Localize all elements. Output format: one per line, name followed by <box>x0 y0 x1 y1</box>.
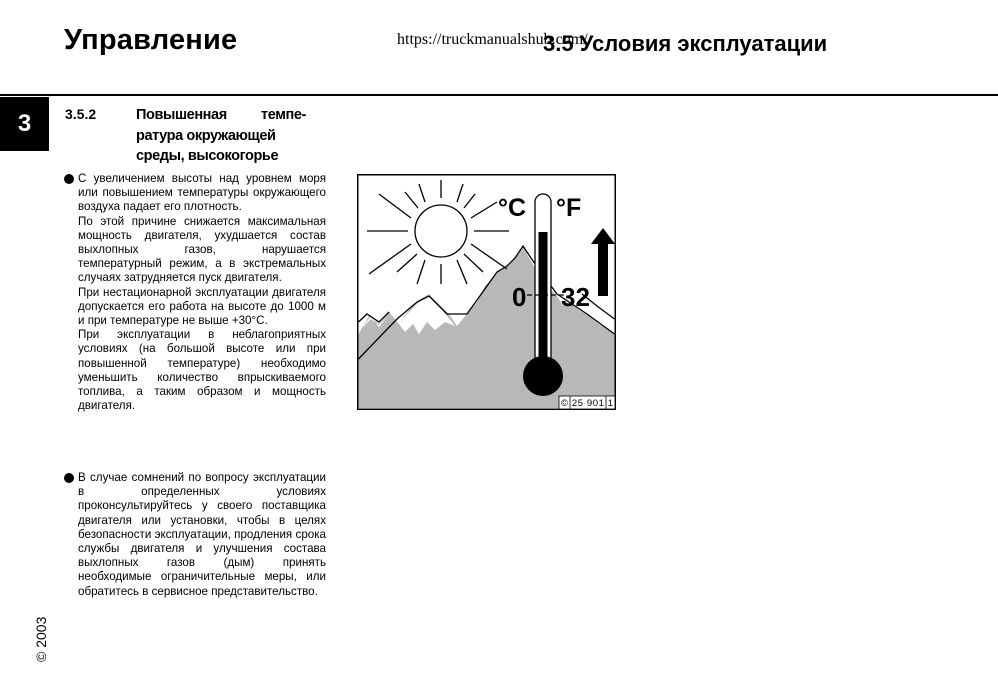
header-divider <box>0 94 998 96</box>
paragraph: При эксплуатации в неблагоприятных условиях (на большой высоте или при повышенной температуре) необходимо уменьшить количество впрыскиваемого топлива, а таким образом и мощность двигателя. <box>78 328 326 413</box>
paragraph: По этой причине снижается максимальная мощность двигателя, ухудшается состав выхлопных газов, нарушается температурный режим, а в экстремальных случаях затрудняется пуск двигателя. <box>78 214 326 285</box>
chapter-tab: 3 <box>0 97 49 151</box>
bullet-dot <box>64 473 74 483</box>
paragraph: В случае сомнений по вопросу эксплуатации в определенных условиях проконсультируйтесь у своего поставщика двигателя или установки, чтобы в целях безопасности эксплуатации, продления срока службы двигателя и улучшения состава выхлопных газов (дым) принять необходимые ограничительные меры, или обратитесь в сервисное представительство. <box>78 471 326 598</box>
altitude-temperature-figure <box>357 174 616 410</box>
value-fahrenheit: 32 <box>561 282 590 312</box>
paragraph: При нестационарной эксплуатации двигателя допускается его работа на высоте до 1000 м и при температуре не выше +30°C. <box>78 285 326 328</box>
source-url[interactable]: https://truckmanualshub.com/ <box>397 31 588 48</box>
paragraph: С увеличением высоты над уровнем моря или повышением температуры окружающего воздуха падает его плотность. <box>78 172 326 214</box>
value-celsius: 0 <box>512 282 527 312</box>
section-title <box>136 105 306 167</box>
bullet-dot <box>64 174 74 184</box>
section-title-line: ратура окружающей <box>136 127 276 144</box>
unit-fahrenheit: °F <box>556 194 582 222</box>
copyright-note: © 2003 <box>33 616 49 662</box>
bullet-item <box>64 172 326 413</box>
bullet-text <box>78 471 326 599</box>
section-number: 3.5.2 <box>65 106 97 122</box>
bullet-text <box>78 172 326 413</box>
figure-code-text: © 25 901 1 <box>561 398 613 409</box>
chapter-title: Управление <box>64 24 238 56</box>
figure-code <box>559 396 615 409</box>
bullet-item <box>64 471 326 599</box>
unit-celsius: °C <box>498 194 527 222</box>
section-title-line: среды, высокогорье <box>136 148 279 164</box>
section-heading: 3.5 Условия эксплуатации <box>543 31 828 56</box>
section-title-line: Повышенная темпе- <box>136 107 306 123</box>
